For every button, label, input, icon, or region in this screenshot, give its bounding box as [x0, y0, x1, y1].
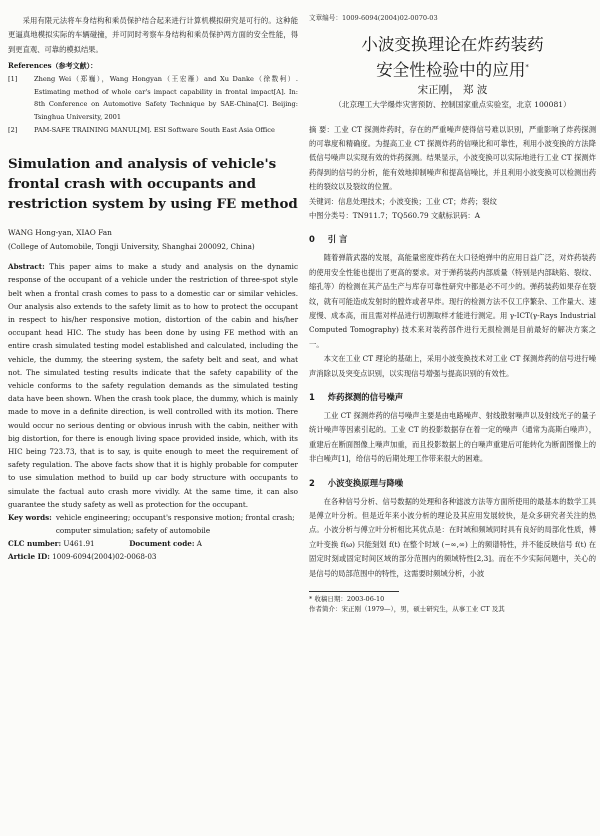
- footnote-received-date: * 收稿日期：2003-06-10: [309, 595, 385, 604]
- english-affiliation: (College of Automobile, Tongji University, Shanghai 200092, China): [8, 242, 255, 252]
- reference-item: [8, 73, 298, 123]
- left-column: [8, 0, 298, 563]
- doc-code-label: Document code:: [129, 539, 195, 549]
- article-id-row: [8, 550, 298, 563]
- section-number: 2: [309, 477, 315, 488]
- keywords-text: vehicle engineering; occupant's responsive motion; frontal crash; computer simulation; safety of automobile: [55, 513, 295, 536]
- english-authors: WANG Hong-yan, XIAO Fan: [8, 228, 112, 238]
- article-id-value: 1009-6094(2004)02-0068-03: [52, 552, 157, 562]
- section-2-heading: [309, 477, 596, 489]
- article-id-label: Article ID:: [8, 552, 50, 562]
- article-number: 文章编号：1009-6094(2004)02-0070-03: [309, 14, 438, 22]
- chinese-affiliation: （北京理工大学爆炸灾害预防、控制国家重点实验室，北京 100081）: [334, 99, 571, 109]
- abstract-text: This paper aims to make a study and analysis on the dynamic response of the occupant of a vehicle under the restriction of three-spot style belt when a frontal crash comes to pass to a domestic car or similar vehicles. Our analysis also extends to the safety limit as to how to protect the occupant in respect to his/her responsive motion, distortion of the cabin and his/her occupant head HIC. The study has been done by using FE method with an entire crash simulated testing model established and calculated, including the vehicle, the dummy, the steering system, the safety belt and seat, and what not. The simulated testing results indicate that the safety capability of the vehicle conforms to the safety regulation demands as the simulated testing data have been shown. When the crash took place, the dummy, which is mainly made to move in a definite direction, is well controlled with its motion. There would occur no serious denting or obvious inrush with the cabin, neither with big distortion, for there is enough living space provided inside, which, with its HIC being 723.73, that is to say, is quite enough to meet the requirement of safety regulation. The above facts show that it is highly probable for computer to use simulation method to build up car body structure with occupants to simulate the factual auto crash more vividly. At the same time, it can also guarantee the study safety as well as protection for the occupant.: [8, 262, 298, 509]
- keywords-label: Key words:: [8, 513, 52, 523]
- section-2-paragraph-1: 在各种信号分析、信号数据的处理和各种滤波方法等方面所使用的最基本的数学工具是傅立叶分析。但是近年来小波分析的理论及其应用发展较快，是众多研究者关注的热点。小波分析与傅立叶分析相比其优点是：在时域和频域同时具有良好的局部化性质，傅立叶变换 f(ω) 只能刻划 f(t) 在整个时域 (−∞,∞) 上的频谱特性，并不能反映信号 f(t) 在固定时刻或固定时间区域的部分范围内的频域特性[2,3]。而在不少实际问题中，关心的是信号的局部范围中的特性，这需要时频域分析，小波: [309, 496, 596, 578]
- section-title: 炸药探测的信号噪声: [327, 392, 404, 403]
- section-title: 引 言: [327, 234, 348, 245]
- reference-text: PAM-SAFE TRAINING MANUL[M]. ESI Software South East Asia Office: [34, 125, 275, 134]
- chinese-keywords: 关键词：信息处理技术；小波变换；工业 CT；炸药；裂纹: [309, 196, 497, 206]
- english-title: Simulation and analysis of vehicle's frontal crash with occupants and restriction system by using FE method: [8, 156, 298, 213]
- section-1-paragraph-1: 工业 CT 探测炸药的信号噪声主要是由电路噪声、射线散射噪声以及射线光子的量子统计噪声等因素引起的。工业 CT 的投影数据存在着一定的噪声（通常为高斯白噪声），重建后在断面图像上噪声加重，而且投影数据上的白噪声重建后可能转化为断面图像上的非白噪声[1]，给信号的后期处理工作带来很大的困难。: [309, 411, 596, 464]
- abstract-label: Abstract:: [8, 262, 45, 272]
- title-footnote-mark: *: [525, 63, 529, 71]
- right-column: [309, 0, 596, 614]
- doc-code-value: A: [196, 539, 202, 549]
- intro-paragraph: 采用有限元法将车身结构和乘员保护结合起来进行计算机模拟研究是可行的。这种能更逼真地模拟实际的车辆碰撞，并可同时考察车身结构和乘员保护两方面的安全性能，得到更直观、可靠的模拟结果。: [8, 16, 298, 54]
- footnote-divider: [309, 591, 399, 592]
- clc-label: CLC number:: [8, 539, 62, 549]
- keywords-row: [8, 511, 298, 537]
- chinese-authors: 宋正刚， 郑 波: [417, 83, 488, 96]
- reference-item: [8, 124, 298, 137]
- reference-text: Zheng Wei（郑巍），Wang Hongyan（王宏雁）and Xu Danke（徐数柯）. Estimating method of whole car's impact capability in frontal impact[A]. In: 8th Conference on Automotive Safety Technique by SAE-China[C]. Beijing: Tsinghua University, 2001: [34, 75, 298, 121]
- footnote-author-bio: 作者简介：宋正刚（1979—），男，硕士研究生，从事工业 CT 及其: [309, 605, 505, 614]
- title-line-2: 安全性检验中的应用*: [376, 60, 529, 80]
- reference-number: [2]: [8, 125, 18, 134]
- chinese-abstract: 摘 要：工业 CT 探测炸药时，存在的严重噪声使得信号难以识别，严重影响了炸药探测的可靠度和精确度。为提高工业 CT 探测炸药的信噪比和可靠性，利用小波变换的方法降低信号噪声以实现有效的炸药探测。结果显示，小波变换可以实际地进行工业 CT 探测炸药得到的信号的分析，能有效地抑制噪声和提高信噪比，并且利用小波变换可以检测出药柱的裂纹以及裂纹的位置。: [309, 124, 596, 192]
- clc-row: [8, 537, 298, 550]
- section-number: 1: [309, 392, 315, 403]
- section-0-paragraph-1: 随着弹箭武器的发展，高能量密度炸药在大口径炮弹中的应用日益广泛，对炸药装药的使用安全性能也提出了更高的要求。对于弹药装药内部质量（特别是内部缺陷、裂纹、缩孔等）的检测在其产品生产与库存可靠性研究中都是必不可少的。弹药装药如果存在裂纹，就有可能造成发射时的膛炸或者早炸。现行的检测方法不仅工序繁杂、工作量大、速度慢、成本高，而且需对样品进行切割取样才能进行测定。用 γ-ICT(γ-Rays Industrial Computed Tomography) 技术来对装药部件进行无损检测是目前最好的解决方案之一。: [309, 253, 596, 349]
- section-1-heading: [309, 391, 596, 403]
- clc-value: U461.91: [63, 539, 95, 549]
- title-line-1: 小波变换理论在炸药装药: [361, 35, 544, 54]
- section-number: 0: [309, 234, 315, 245]
- section-title: 小波变换原理与降噪: [327, 477, 404, 488]
- reference-number: [1]: [8, 75, 18, 84]
- chinese-title: [309, 34, 596, 82]
- section-0-heading: [309, 233, 596, 245]
- chinese-clc: 中图分类号：TN911.7；TQ560.79 文献标识码：A: [309, 210, 480, 220]
- references-title: References（参考文献）：: [8, 61, 98, 71]
- section-0-paragraph-2: 本文在工业 CT 理论的基础上，采用小波变换技术对工业 CT 探测炸药的信号进行噪声消除以及突变点识别，以实现信号增强与提高识别的有效性。: [309, 354, 596, 378]
- english-abstract: [8, 260, 298, 511]
